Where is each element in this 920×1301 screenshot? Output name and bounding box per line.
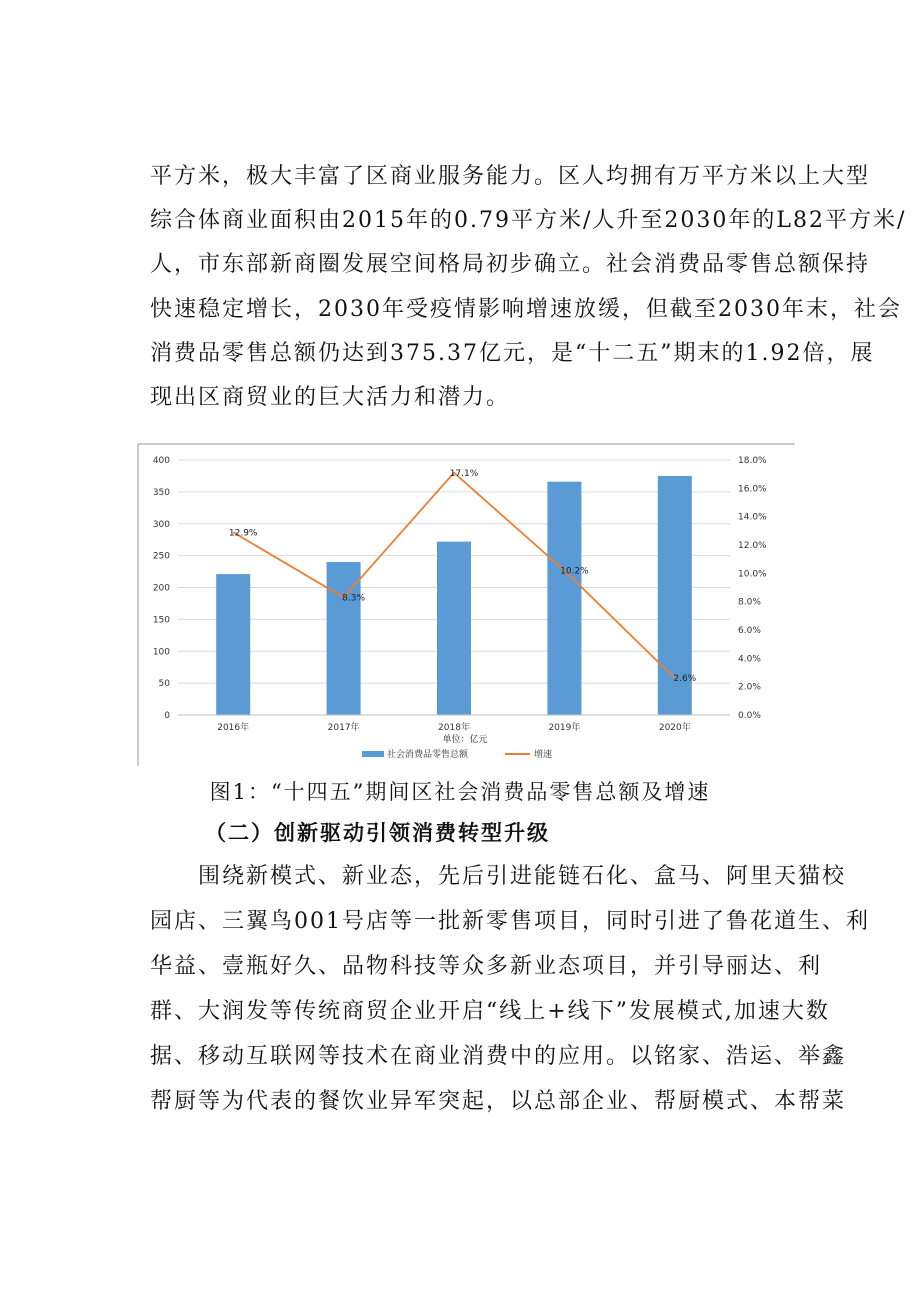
chart-legend bbox=[362, 748, 552, 760]
y-left-tick-label: 0 bbox=[164, 711, 170, 721]
figure-caption: 图1：“十四五”期间区社会消费品零售总额及增速 bbox=[209, 780, 711, 804]
x-tick-label: 2020年 bbox=[658, 723, 691, 733]
chart-svg bbox=[130, 440, 800, 770]
text-line: 快速稳定增长，2030年受疫情影响增速放缓，但截至2030年末，社会 bbox=[150, 297, 902, 322]
data-label: 2.6% bbox=[673, 674, 697, 685]
y-right-tick-label: 14.0% bbox=[738, 512, 767, 523]
x-tick-label: 2016年 bbox=[217, 723, 250, 733]
data-label: 17.1% bbox=[449, 468, 479, 479]
y-left-tick-label: 200 bbox=[152, 583, 170, 594]
y-left-tick-label: 400 bbox=[152, 456, 170, 466]
text-line: 帮厨等为代表的餐饮业异军突起，以总部企业、帮厨模式、本帮菜 bbox=[150, 1089, 847, 1114]
y-right-tick-label: 8.0% bbox=[738, 597, 761, 608]
text-line: 平方米，极大丰富了区商业服务能力。区人均拥有万平方米以上大型 bbox=[150, 164, 871, 189]
bar bbox=[437, 542, 471, 715]
y-left-tick-label: 50 bbox=[158, 679, 170, 690]
text-line: 群、大润发等传统商贸企业开启“线上+线下”发展模式,加速大数 bbox=[150, 999, 830, 1024]
text-line: 人，市东部新商圈发展空间格局初步确立。社会消费品零售总额保持 bbox=[150, 252, 871, 277]
y-right-tick-label: 16.0% bbox=[738, 484, 767, 495]
text-line: 综合体商业面积由2015年的0.79平方米/人升至2030年的L82平方米/ bbox=[150, 208, 907, 233]
legend-label-line: 增速 bbox=[534, 750, 553, 760]
data-label: 8.3% bbox=[342, 593, 366, 604]
section-heading: （二）创新驱动引领消费转型升级 bbox=[205, 821, 550, 845]
text-line: 华益、壹瓶好久、品物科技等众多新业态项目，并引导丽达、利 bbox=[150, 954, 823, 979]
y-right-tick-label: 4.0% bbox=[738, 654, 761, 665]
y-left-tick-label: 300 bbox=[152, 519, 170, 530]
bar bbox=[547, 482, 581, 715]
x-tick-label: 2018年 bbox=[438, 723, 470, 733]
legend-swatch-bar bbox=[362, 751, 384, 757]
y-right-tick-label: 12.0% bbox=[738, 541, 767, 551]
y-right-tick-label: 6.0% bbox=[738, 626, 761, 636]
text-line: 园店、三翼鸟001号店等一批新零售项目，同时引进了鲁花道生、利 bbox=[150, 909, 870, 934]
text-line: 消费品零售总额仍达到375.37亿元，是“十二五”期末的1.92倍，展 bbox=[150, 341, 875, 366]
retail-sales-chart bbox=[130, 440, 800, 770]
y-right-tick-label: 2.0% bbox=[738, 682, 761, 693]
y-right-tick-label: 18.0% bbox=[738, 456, 767, 466]
y-left-tick-label: 350 bbox=[152, 487, 170, 498]
y-left-tick-label: 100 bbox=[152, 647, 170, 658]
y-left-tick-label: 150 bbox=[152, 615, 170, 626]
x-tick-label: 2017年 bbox=[327, 723, 360, 733]
data-label: 12.9% bbox=[228, 528, 258, 539]
legend-label-bar: 社会消费品零售总额 bbox=[387, 750, 469, 760]
y-right-tick-label: 0.0% bbox=[738, 711, 761, 721]
text-line: 围绕新模式、新业态，先后引进能链石化、盒马、阿里天猫校 bbox=[150, 864, 847, 889]
text-line: 现出区商贸业的巨大活力和潜力。 bbox=[150, 385, 511, 410]
bar bbox=[216, 574, 250, 715]
x-tick-label: 2019年 bbox=[548, 723, 581, 733]
y-right-tick-label: 10.0% bbox=[738, 569, 767, 580]
y-left-tick-label: 250 bbox=[152, 551, 170, 562]
text-line: 据、移动互联网等技术在商业消费中的应用。以铭家、浩运、举鑫 bbox=[150, 1044, 847, 1069]
unit-label: 单位：亿元 bbox=[442, 735, 488, 745]
data-label: 10.2% bbox=[560, 566, 589, 577]
